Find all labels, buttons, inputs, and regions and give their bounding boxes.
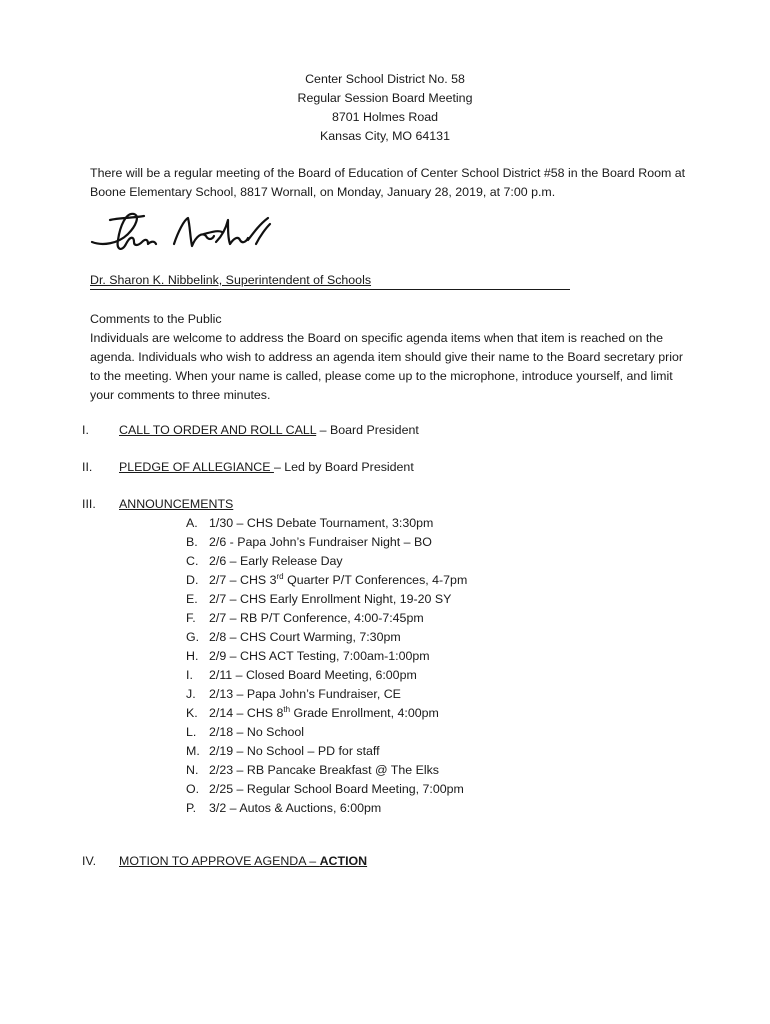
agenda-item-detail: – Board President [316, 423, 419, 437]
signatory-name: Dr. Sharon K. Nibbelink, Superintendent of Schools [90, 273, 372, 287]
agenda-item-action: ACTION [319, 854, 368, 868]
city-state-zip: Kansas City, MO 64131 [320, 129, 450, 143]
agenda-item-number: I. [82, 423, 89, 437]
agenda-item-heading: CALL TO ORDER AND ROLL CALL [119, 423, 317, 437]
agenda-item-number: III. [82, 497, 96, 511]
public-comments-section [90, 310, 690, 405]
public-comments-body: Individuals are welcome to address the Board on specific agenda items when that item is reached on the agenda. Individuals who wish to address an agenda item should give their name to the Board secretary prior to the meeting. When your name is called, please come up to the microphone, introduce yourself, and limit your comments to three minutes. [90, 331, 684, 402]
agenda-item-heading: ANNOUNCEMENTS [119, 497, 234, 511]
agenda-item-heading: MOTION TO APPROVE AGENDA – [119, 854, 320, 868]
district-name: Center School District No. 58 [305, 72, 465, 86]
agenda-item-heading: PLEDGE OF ALLEGIANCE [119, 460, 274, 474]
signature-line [90, 272, 570, 290]
agenda-item-number: IV. [82, 854, 97, 868]
document-page: Center School District No. 58 Regular Session Board Meeting 8701 Holmes Road Kansas City, MO 64131 There will be a regular meeting of the Board of Education of Center School District #58 in the Board Room at Boone Elementary School, 8817 Wornall, on Monday, January 28, 2019, at 7:00 p.m. Dr. Sharon K. Nibbelink, Superintendent of Schools Comments to the Public Individuals are welcome to address the Board on specific agenda items when that item is reached on the agenda. Individuals who wish to address an agenda item should give their name to the Board secretary prior to the meeting. When your name is called, please come up to the microphone, introduce yourself, and limit your comments to three minutes. I. CALL TO ORDER AND ROLL CALL – Board President II. PLEDGE OF ALLEGIANCE – Led by Board President III. ANNOUNCEMENTS A. 1/30 – CHS Debate Tournament, 3:30pm B. 2/6 - Papa John’s Fundraiser Night – BO C. 2/6 – Early Release Day D. 2/7 – CHS 3rd Quarter P/T Conferences, 4-7pm E. 2/7 – CHS Early Enrollment Night, 19-20 SY F. 2/7 – RB P/T Conference, 4:00-7:45pm G. 2/8 – CHS Court Warming, 7:30pm H. 2/9 – CHS ACT Testing, 7:00am-1:00pm I. 2/11 – Closed Board Meeting, 6:00pm J. 2/13 – Papa John’s Fundraiser, CE K. 2/14 – CHS 8th Grade Enrollment, 4:00pm L. 2/18 – No School M. 2/19 – No School – PD for staff N. 2/23 – RB Pancake Breakfast @ The Elks O. 2/25 – Regular School Board Meeting, 7:00pm P. 3/2 – Autos & Auctions, 6:00pm IV. MOTION TO APPROVE AGENDA – ACTION [0, 0, 770, 1024]
public-comments-title: Comments to the Public [90, 312, 222, 326]
agenda-item-number: II. [82, 460, 93, 474]
street-address: 8701 Holmes Road [331, 110, 439, 124]
agenda-item-detail: – Led by Board President [273, 460, 414, 474]
meeting-title: Regular Session Board Meeting [297, 91, 473, 105]
handwritten-signature [88, 206, 278, 262]
document-header [0, 70, 770, 146]
meeting-notice: There will be a regular meeting of the Board of Education of Center School District #58 in the Board Room at Boone Elementary School, 8817 Wornall, on Monday, January 28, 2019, at 7:00 p.m. [90, 166, 686, 199]
